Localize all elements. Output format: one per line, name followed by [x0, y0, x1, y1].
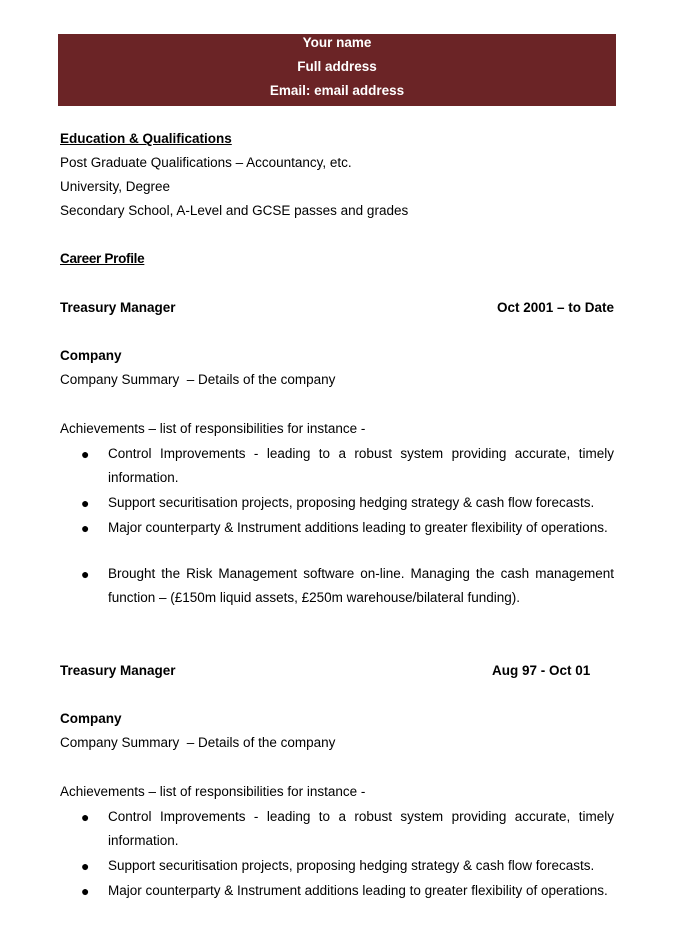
achievement-item: Control Improvements - leading to a robust system providing accurate, timely information.	[108, 446, 614, 485]
header-email: Email: email address	[269, 83, 405, 98]
achievement-item: Brought the Risk Management software on-line. Managing the cash management function – (£150m liquid assets, £250m warehouse/bilateral funding).	[108, 566, 614, 605]
job-title: Treasury Manager	[60, 663, 176, 678]
job-dates: Oct 2001 – to Date	[496, 300, 614, 315]
bullet-dot: ●	[81, 520, 90, 536]
company-name: Company	[60, 348, 122, 363]
company-summary: Company Summary – Details of the company	[60, 735, 336, 750]
achievement-item: Major counterparty & Instrument additions leading to greater flexibility of operations.	[108, 883, 608, 898]
achievement-item: Support securitisation projects, proposing hedging strategy & cash flow forecasts.	[108, 495, 595, 510]
bullet-dot: ●	[81, 446, 90, 462]
company-summary: Company Summary – Details of the company	[60, 372, 336, 387]
achievement-item: Major counterparty & Instrument additions leading to greater flexibility of operations.	[108, 520, 608, 535]
header-name: Your name	[302, 35, 372, 50]
bullet-dot: ●	[81, 809, 90, 825]
education-item: University, Degree	[60, 179, 171, 194]
career-heading: Career Profile	[60, 251, 145, 266]
achievement-item: Control Improvements - leading to a robust system providing accurate, timely information.	[108, 809, 614, 848]
achievement-item: Support securitisation projects, proposing hedging strategy & cash flow forecasts.	[108, 858, 595, 873]
bullet-dot: ●	[81, 566, 90, 582]
job-title: Treasury Manager	[60, 300, 176, 315]
bullet-dot: ●	[81, 495, 90, 511]
achievements-intro: Achievements – list of responsibilities for instance -	[60, 784, 366, 799]
company-name: Company	[60, 711, 122, 726]
job-dates: Aug 97 - Oct 01	[492, 663, 591, 678]
education-item: Secondary School, A-Level and GCSE passes and grades	[60, 203, 409, 218]
education-heading: Education & Qualifications	[60, 131, 232, 146]
achievements-intro: Achievements – list of responsibilities for instance -	[60, 421, 366, 436]
resume-header	[58, 34, 616, 106]
bullet-dot: ●	[81, 883, 90, 899]
header-address: Full address	[297, 59, 377, 74]
bullet-dot: ●	[81, 858, 90, 874]
education-item: Post Graduate Qualifications – Accountancy, etc.	[60, 155, 352, 170]
